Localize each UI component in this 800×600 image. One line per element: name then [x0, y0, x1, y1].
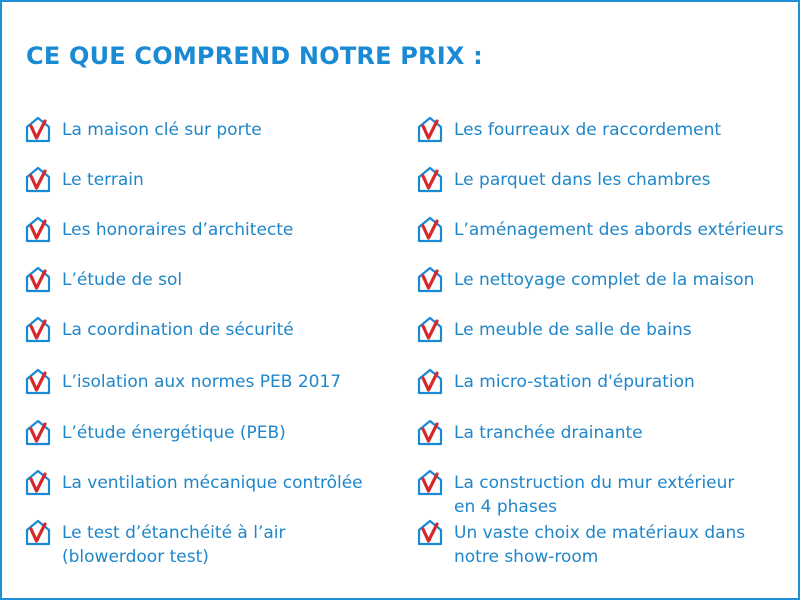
list-item-label: Le parquet dans les chambres	[454, 170, 711, 190]
house-check-icon	[416, 265, 444, 293]
list-item-label: Le meuble de salle de bains	[454, 320, 692, 340]
list-item	[24, 118, 394, 143]
list-item-label: Un vaste choix de matériaux dans notre show-room	[454, 523, 746, 567]
list-item	[24, 318, 394, 343]
house-check-icon	[416, 418, 444, 446]
list-item-label: La construction du mur extérieur en 4 phases	[454, 473, 735, 517]
list-item	[24, 268, 394, 293]
list-item	[24, 168, 394, 193]
list-item-label: La tranchée drainante	[454, 423, 643, 443]
list-item	[24, 218, 394, 243]
list-item-label: La ventilation mécanique contrôlée	[62, 473, 363, 493]
list-item	[416, 118, 792, 143]
house-check-icon	[24, 165, 52, 193]
list-item-label: Le nettoyage complet de la maison	[454, 270, 755, 290]
list-item	[24, 370, 394, 395]
list-item	[24, 521, 394, 569]
house-check-icon	[24, 315, 52, 343]
list-item-label: L’étude de sol	[62, 270, 183, 290]
list-item-label: Le test d’étanchéité à l’air (blowerdoor test)	[62, 523, 286, 567]
list-item	[416, 370, 792, 395]
list-item	[24, 421, 394, 446]
house-check-icon	[416, 468, 444, 496]
list-item-label: L’isolation aux normes PEB 2017	[62, 372, 342, 392]
list-item-label: La maison clé sur porte	[62, 120, 262, 140]
house-check-icon	[416, 165, 444, 193]
house-check-icon	[416, 115, 444, 143]
house-check-icon	[24, 215, 52, 243]
house-check-icon	[24, 367, 52, 395]
house-check-icon	[416, 518, 444, 546]
list-item-label: L’aménagement des abords extérieurs	[454, 220, 784, 240]
list-item	[24, 471, 394, 496]
list-item	[416, 168, 792, 193]
list-item	[416, 471, 792, 519]
list-item	[416, 521, 792, 569]
list-item-label: Les fourreaux de raccordement	[454, 120, 722, 140]
page-title: CE QUE COMPREND NOTRE PRIX :	[26, 42, 483, 70]
house-check-icon	[24, 418, 52, 446]
list-item-label: L’étude énergétique (PEB)	[62, 423, 286, 443]
list-item-label: La micro-station d'épuration	[454, 372, 695, 392]
list-item	[416, 318, 792, 343]
house-check-icon	[24, 468, 52, 496]
house-check-icon	[24, 115, 52, 143]
list-item	[416, 218, 792, 243]
house-check-icon	[416, 367, 444, 395]
list-item-label: La coordination de sécurité	[62, 320, 294, 340]
house-check-icon	[416, 315, 444, 343]
list-item	[416, 421, 792, 446]
list-item-label: Les honoraires d’architecte	[62, 220, 294, 240]
list-item-label: Le terrain	[62, 170, 144, 190]
house-check-icon	[24, 265, 52, 293]
house-check-icon	[416, 215, 444, 243]
house-check-icon	[24, 518, 52, 546]
list-item	[416, 268, 792, 293]
